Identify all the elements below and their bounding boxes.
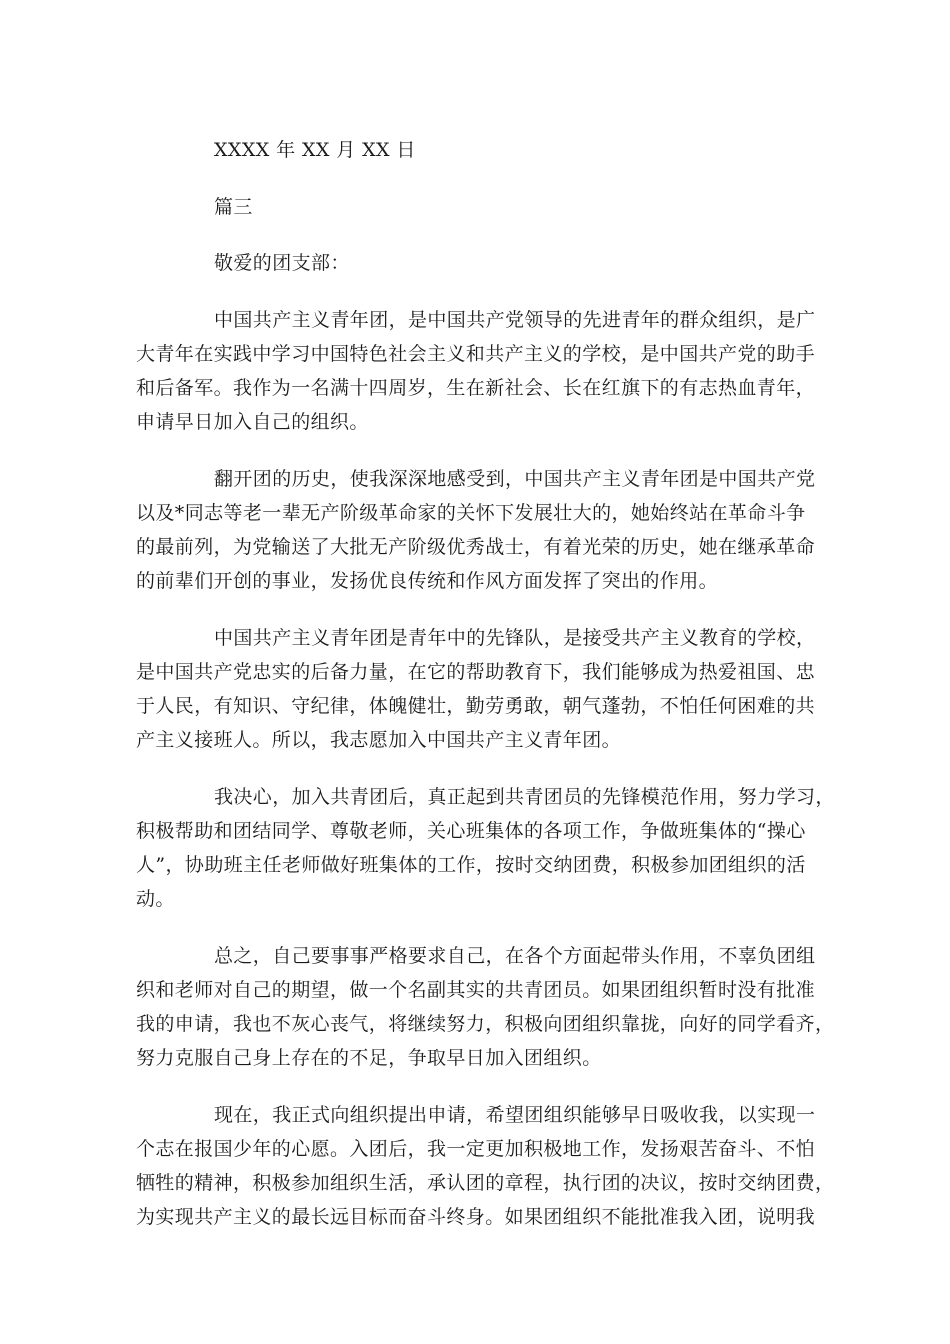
paragraph-line: 为实现共产主义的最长远目标而奋斗终身。如果团组织不能批准我入团，说明我 — [136, 1206, 816, 1228]
paragraph-line: 现在，我正式向组织提出申请，希望团组织能够早日吸收我，以实现一 — [214, 1104, 816, 1126]
paragraph-line: 我的申请，我也不灰心丧气，将继续努力，积极向团组织靠拢，向好的同学看齐， — [136, 1013, 835, 1035]
salutation: 敬爱的团支部： — [214, 252, 350, 274]
paragraph-line: 大青年在实践中学习中国特色社会主义和共产主义的学校，是中国共产党的助手 — [136, 343, 816, 365]
paragraph-line: 个志在报国少年的心愿。入团后，我一定更加积极地工作，发扬艰苦奋斗、不怕 — [136, 1138, 816, 1160]
section-title: 篇三 — [214, 196, 253, 218]
paragraph-line: 人”，协助班主任老师做好班集体的工作，按时交纳团费，积极参加团组织的活 — [136, 854, 806, 876]
paragraph-line: 产主义接班人。所以，我志愿加入中国共产主义青年团。 — [136, 729, 622, 751]
paragraph-line: 织和老师对自己的期望，做一个名副其实的共青团员。如果团组织暂时没有批准 — [136, 979, 816, 1001]
paragraph-line: 动。 — [136, 888, 175, 910]
paragraph-line: 总之，自己要事事严格要求自己，在各个方面起带头作用，不辜负团组 — [214, 945, 816, 967]
paragraph-line: 努力克服自己身上存在的不足，争取早日加入团组织。 — [136, 1047, 602, 1069]
paragraph-line: 的前辈们开创的事业，发扬优良传统和作风方面发挥了突出的作用。 — [136, 570, 719, 592]
paragraph-line: 和后备军。我作为一名满十四周岁，生在新社会、长在红旗下的有志热血青年， — [136, 377, 816, 399]
date-line: XXXX 年 XX 月 XX 日 — [214, 139, 416, 161]
paragraph-line: 牺牲的精神，积极参加组织生活，承认团的章程，执行团的决议，按时交纳团费， — [136, 1172, 835, 1194]
paragraph-line: 于人民，有知识、守纪律，体魄健壮，勤劳勇敢，朝气蓬勃，不怕任何困难的共 — [136, 695, 816, 717]
paragraph-line: 我决心，加入共青团后，真正起到共青团员的先锋模范作用，努力学习， — [214, 786, 835, 808]
paragraph-line: 的最前列，为党输送了大批无产阶级优秀战士，有着光荣的历史，她在继承革命 — [136, 536, 816, 558]
paragraph-line: 是中国共产党忠实的后备力量，在它的帮助教育下，我们能够成为热爱祖国、忠 — [136, 661, 816, 683]
paragraph-line: 中国共产主义青年团，是中国共产党领导的先进青年的群众组织，是广 — [214, 309, 816, 331]
paragraph-line: 翻开团的历史，使我深深地感受到，中国共产主义青年团是中国共产党 — [214, 468, 816, 490]
paragraph-line: 中国共产主义青年团是青年中的先锋队，是接受共产主义教育的学校， — [214, 627, 816, 649]
paragraph-line: 以及*同志等老一辈无产阶级革命家的关怀下发展壮大的，她始终站在革命斗争 — [136, 502, 806, 524]
paragraph-line: 申请早日加入自己的组织。 — [136, 411, 369, 433]
paragraph-line: 积极帮助和团结同学、尊敬老师，关心班集体的各项工作，争做班集体的“操心 — [136, 820, 806, 842]
